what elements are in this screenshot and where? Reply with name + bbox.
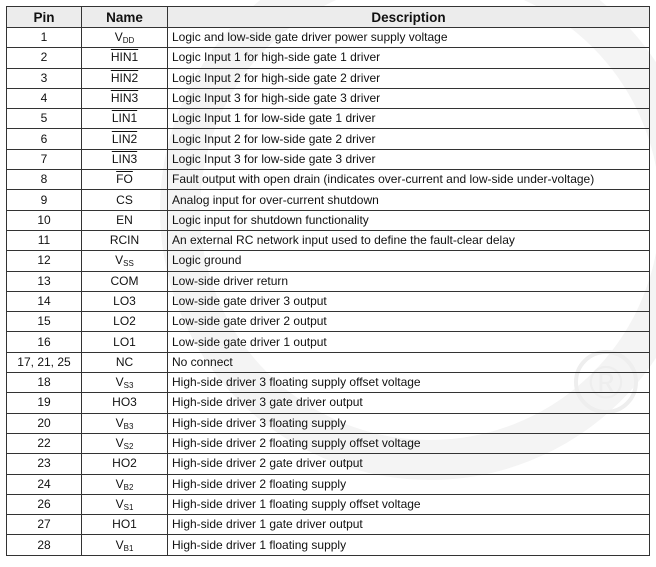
pin-number: 5 [7,109,82,129]
pin-name-subscript: S3 [123,381,134,391]
pin-name-subscript: B3 [123,421,134,431]
pin-name [82,190,168,210]
pin-name [82,373,168,393]
pin-description: High-side driver 2 floating supply offset voltage [168,433,650,453]
pin-name-main: V [115,375,124,390]
pin-name [82,149,168,169]
pin-name [82,28,168,48]
pin-number: 14 [7,291,82,311]
pin-description: Low-side gate driver 2 output [168,312,650,332]
pin-number: 16 [7,332,82,352]
table-row [7,88,650,108]
pin-number: 23 [7,454,82,474]
pin-name [82,109,168,129]
table-row [7,251,650,271]
pin-name-main: HO1 [112,517,137,532]
table-row [7,149,650,169]
pin-number: 4 [7,88,82,108]
pin-name [82,230,168,250]
pin-name [82,535,168,555]
pin-name [82,393,168,413]
pin-name-main: LIN1 [111,111,138,126]
table-row [7,28,650,48]
pin-number: 17, 21, 25 [7,352,82,372]
pin-name-main: V [115,415,124,430]
pin-number: 12 [7,251,82,271]
header-description: Description [168,7,650,28]
pin-name-main: V [115,537,124,552]
pin-name-subscript: S2 [123,442,134,452]
pin-name [82,129,168,149]
pin-description: Fault output with open drain (indicates over-current and low-side under-voltage) [168,170,650,190]
table-row [7,68,650,88]
pin-name-main: LO2 [113,314,136,329]
table-header-row [7,7,650,28]
pin-number: 24 [7,474,82,494]
table-row [7,474,650,494]
pin-description: Logic and low-side gate driver power supply voltage [168,28,650,48]
table-row [7,312,650,332]
pin-name-subscript: DD [122,36,135,46]
pin-name [82,312,168,332]
header-name: Name [82,7,168,28]
pin-name [82,332,168,352]
pin-number: 2 [7,48,82,68]
pin-name [82,352,168,372]
pin-name [82,515,168,535]
pin-number: 9 [7,190,82,210]
pin-name-subscript: B2 [123,482,134,492]
pin-name [82,170,168,190]
pin-name-main: EN [116,212,133,227]
pin-name-main: $\overline{FO}$ [116,172,133,187]
pin-description: Analog input for over-current shutdown [168,190,650,210]
pin-number: 15 [7,312,82,332]
pin-description-table [6,6,650,556]
pin-description: Logic input for shutdown functionality [168,210,650,230]
table-row [7,48,650,68]
pin-description: Logic Input 2 for low-side gate 2 driver [168,129,650,149]
pin-number: 18 [7,373,82,393]
pin-name [82,48,168,68]
pin-number: 20 [7,413,82,433]
pin-description: Low-side gate driver 3 output [168,291,650,311]
pin-name-main: V [114,30,123,45]
pin-name-subscript: S1 [123,502,134,512]
pin-name-main: LO1 [113,334,136,349]
pin-description: High-side driver 3 gate driver output [168,393,650,413]
pin-name-main: RCIN [109,233,140,248]
pin-name [82,454,168,474]
table-row [7,515,650,535]
pin-number: 26 [7,494,82,514]
pin-name [82,291,168,311]
pin-description: Logic Input 1 for high-side gate 1 driver [168,48,650,68]
table-body [7,28,650,556]
pin-name-main: V [115,496,124,511]
pin-number: 3 [7,68,82,88]
pin-name [82,474,168,494]
table-row [7,230,650,250]
registered-mark-glyph: ® [589,356,623,408]
header-pin: Pin [7,7,82,28]
pin-name-subscript: SS [123,259,134,269]
pin-name [82,68,168,88]
pin-description: Low-side driver return [168,271,650,291]
pin-name-main: LIN3 [111,151,138,166]
table-row [7,373,650,393]
pin-number: 7 [7,149,82,169]
table-row [7,535,650,555]
pin-name [82,88,168,108]
pin-description: High-side driver 1 floating supply offset voltage [168,494,650,514]
pin-name-main: V [115,436,124,451]
pin-number: 11 [7,230,82,250]
pin-name [82,210,168,230]
pin-description: Logic Input 2 for high-side gate 2 driver [168,68,650,88]
pin-description: High-side driver 1 floating supply [168,535,650,555]
pin-name-main: LO3 [113,294,136,308]
table-row [7,332,650,352]
pin-description: No connect [168,352,650,372]
pin-name [82,494,168,514]
pin-name-main: LIN2 [111,131,138,146]
pin-number: 6 [7,129,82,149]
table-row [7,291,650,311]
pin-name [82,271,168,291]
table-row [7,454,650,474]
pin-number: 8 [7,170,82,190]
table-row [7,494,650,514]
pin-description: Low-side gate driver 1 output [168,332,650,352]
pin-name-main: NC [115,354,134,369]
pin-name-main: CS [116,192,133,207]
pin-name [82,413,168,433]
pin-number: 22 [7,433,82,453]
pin-name-main: HO3 [112,395,137,410]
pin-number: 27 [7,515,82,535]
pin-number: 19 [7,393,82,413]
pin-name-main: HIN1 [110,50,139,65]
pin-description: Logic Input 3 for high-side gate 3 driver [168,88,650,108]
pin-name-subscript: B1 [123,543,134,553]
table-row [7,109,650,129]
pin-name [82,433,168,453]
pin-number: 13 [7,271,82,291]
pin-number: 10 [7,210,82,230]
table-row [7,271,650,291]
pin-description: Logic Input 1 for low-side gate 1 driver [168,109,650,129]
pin-description: High-side driver 3 floating supply offset voltage [168,373,650,393]
pin-name-main: V [115,253,124,268]
pin-description: Logic ground [168,251,650,271]
pin-description: High-side driver 1 gate driver output [168,515,650,535]
table-row [7,393,650,413]
pin-name-main: HIN3 [110,91,139,106]
pin-description: High-side driver 2 gate driver output [168,454,650,474]
table-row [7,433,650,453]
pin-name-main: HIN2 [110,70,139,85]
pin-number: 1 [7,28,82,48]
pin-number: 28 [7,535,82,555]
table-row [7,129,650,149]
table-row [7,190,650,210]
pin-description: Logic Input 3 for low-side gate 3 driver [168,149,650,169]
table-row [7,352,650,372]
pin-description: An external RC network input used to define the fault-clear delay [168,230,650,250]
table-row [7,413,650,433]
pin-name-main: HO2 [112,456,137,471]
pin-name-main: V [115,476,124,491]
pin-description: High-side driver 2 floating supply [168,474,650,494]
table-row [7,170,650,190]
pin-description: High-side driver 3 floating supply [168,413,650,433]
table-row [7,210,650,230]
pin-name [82,251,168,271]
pin-name-main: COM [110,273,139,288]
